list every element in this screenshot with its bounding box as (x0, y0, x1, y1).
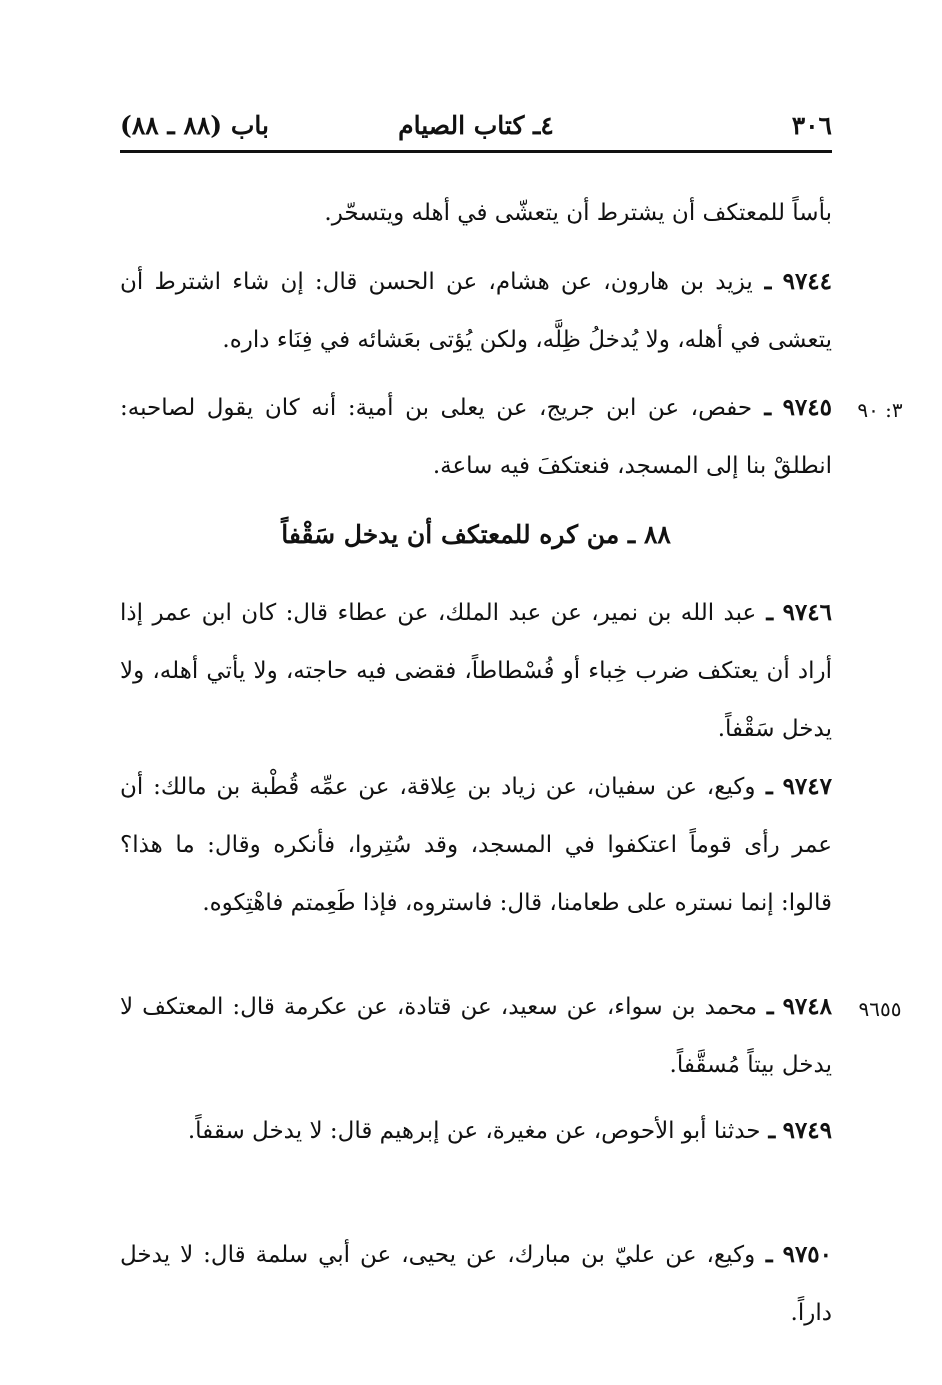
hadith-entry: ٩٧٤٩ ـ حدثنا أبو الأحوص، عن مغيرة، عن إبرهيم قال: لا يدخل سقفاً. (187, 1117, 832, 1144)
hadith-text: محمد بن سواء، عن سعيد، عن قتادة، عن عكرمة قال: المعتكف لا يدخل بيتاً مُسقَّفاً. (120, 994, 832, 1078)
hadith-number: ٩٧٤٨ (782, 993, 832, 1020)
hadith-number: ٩٧٤٤ (782, 268, 833, 295)
margin-reference: ٣: ٩٠ (857, 398, 903, 422)
hadith-entry: ٩٧٥٠ ـ وكيع، عن عليّ بن مبارك، عن يحيى، عن أبي سلمة قال: لا يدخل داراً. (120, 1241, 833, 1326)
continuation-text: بأساً للمعتكف أن يشترط أن يتعشّى في أهله ويتسحّر. (324, 200, 832, 226)
hadith-entry: ٩٧٤٥ ـ حفص، عن ابن جريج، عن يعلى بن أمية: أنه كان يقول لصاحبه: انطلقْ بنا إلى المسجد، فنعتكفَ فيه ساعة. (120, 394, 832, 479)
hadith-entry: ٩٧٤٤ ـ يزيد بن هارون، عن هشام، عن الحسن قال: إن شاء اشترط أن يتعشى في أهله، ولا يُدخلُ ظِلَّه، ولكن يُؤتى بعَشائه في فِنَاء داره. (120, 268, 833, 353)
hadith-number: ٩٧٤٦ (782, 599, 832, 626)
hadith-entry: ٩٧٤٦ ـ عبد الله بن نمير، عن عبد الملك، عن عطاء قال: كان ابن عمر إذا أراد أن يعتكف ضرب خِباء أو فُسْطاطاً، فقضى فيه حاجته، ولا يأتي أهله، ولا يدخل سَقْفاً. (120, 599, 832, 742)
chapter-range: باب (٨٨ ـ ٨٨) (120, 111, 269, 140)
hadith-entry: ٩٧٤٧ ـ وكيع، عن سفيان، عن زياد بن عِلاقة، عن عمِّه قُطْبة بن مالك: أن عمر رأى قوماً اعتكفوا في المسجد، وقد سُتِروا، فأنكره وقال: ما هذا؟ قالوا: إنما نستره على طعامنا، قال: فاستروه، فإذا طَعِمتم فاهْتِكوه. (120, 773, 832, 916)
hadith-text: عبد الله بن نمير، عن عبد الملك، عن عطاء قال: كان ابن عمر إذا أراد أن يعتكف ضرب خِباء أو فُسْطاطاً، فقضى فيه حاجته، ولا يأتي أهله، ولا يدخل سَقْفاً. (120, 600, 832, 742)
hadith-text: يزيد بن هارون، عن هشام، عن الحسن قال: إن شاء اشترط أن يتعشى في أهله، ولا يُدخلُ ظِلَّه، ولكن يُؤتى بعَشائه في فِنَاء داره. (120, 269, 832, 353)
hadith-number: ٩٧٥٠ (782, 1241, 833, 1268)
book-title: ٤ـ كتاب الصيام (398, 111, 554, 140)
header-rule (120, 150, 832, 153)
hadith-number: ٩٧٤٥ (782, 394, 832, 421)
hadith-text: حفص، عن ابن جريج، عن يعلى بن أمية: أنه كان يقول لصاحبه: انطلقْ بنا إلى المسجد، فنعتكفَ فيه ساعة. (120, 395, 832, 479)
hadith-text: حدثنا أبو الأحوص، عن مغيرة، عن إبرهيم قال: لا يدخل سقفاً. (187, 1118, 761, 1144)
margin-reference: ٩٦٥٥ (858, 997, 902, 1021)
hadith-text: وكيع، عن عليّ بن مبارك، عن يحيى، عن أبي سلمة قال: لا يدخل داراً. (120, 1242, 832, 1326)
hadith-number: ٩٧٤٩ (782, 1117, 832, 1144)
hadith-number: ٩٧٤٧ (782, 773, 832, 800)
hadith-text: وكيع، عن سفيان، عن زياد بن عِلاقة، عن عمِّه قُطْبة بن مالك: أن عمر رأى قوماً اعتكفوا في المسجد، وقد سُتِروا، فأنكره وقال: ما هذا؟ قالوا: إنما نستره على طعامنا، قال: فاستروه، فإذا طَعِمتم فاهْتِكوه. (120, 774, 832, 916)
running-header (120, 108, 832, 148)
hadith-entry: ٩٧٤٨ ـ محمد بن سواء، عن سعيد، عن قتادة، عن عكرمة قال: المعتكف لا يدخل بيتاً مُسقَّفاً. (120, 993, 832, 1078)
continuation-paragraph (120, 184, 832, 242)
section-heading: ٨٨ ـ من كره للمعتكف أن يدخل سَقْفاً (281, 520, 671, 549)
page-number: ٣٠٦ (791, 111, 832, 140)
